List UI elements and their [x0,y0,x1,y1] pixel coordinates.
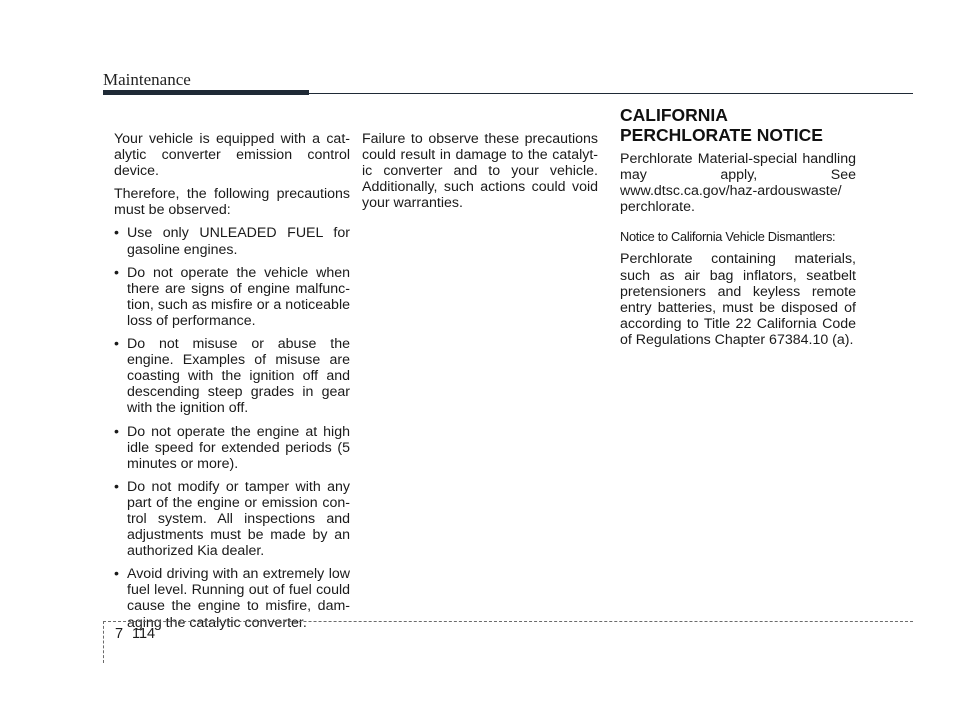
notice-heading [620,105,856,145]
list-item-text: Do not operate the vehicle when there are signs of engine malfunc-tion, such as misfire or a noticeable loss of performance. [127,264,350,329]
bullet-icon: • [114,566,119,583]
list-item-text: Avoid driving with an extremely low fuel level. Running out of fuel could cause the engine to misfire, dam-aging the catalytic converter. [127,566,350,631]
bullet-icon: • [114,225,119,242]
intro-paragraph: Your vehicle is equipped with a cat-alytic converter emission control device. [114,131,350,180]
footer-divider [103,621,913,622]
list-item-text: Do not misuse or abuse the engine. Examples of misuse are coasting with the ignition off and descending steep grades in gear with the ignition off. [127,336,350,417]
bullet-icon: • [114,264,119,281]
page-number: 114 [132,626,156,642]
list-item [114,265,350,329]
right-column [620,105,856,355]
bullet-icon: • [114,336,119,353]
header-rule-thin [309,93,913,94]
middle-column [362,131,598,218]
left-column [114,131,350,638]
list-item [114,225,350,257]
list-item-text: Do not operate the engine at high idle speed for extended periods (5 minutes or more). [127,423,350,472]
dismantlers-label: Notice to California Vehicle Dismantlers: [620,229,836,245]
section-title: Maintenance [103,70,191,89]
precautions-lead: Therefore, the following precautions must be observed: [114,186,350,219]
list-item [114,479,350,559]
notice-heading-line1: CALIFORNIA [620,105,728,125]
dismantlers-paragraph: Perchlorate containing materials, such as air bag inflators, seatbelt pretensioners and keyless remote entry batteries, must be disposed of according to Title 22 California Code of Regulations Chapter 67384.10 (a). [620,251,856,348]
bullet-icon: • [114,423,119,440]
bullet-icon: • [114,478,119,495]
list-item-text: Do not modify or tamper with any part of the engine or emission con-trol system. All inspections and adjustments must be made by an authorized Kia dealer. [127,478,350,560]
warranty-warning: Failure to observe these precautions could result in damage to the catalyt-ic converter and to your vehicle. Additionally, such actions could void your warranties. [362,131,598,212]
footer-vertical-divider [103,621,104,663]
list-item [114,336,350,416]
precautions-list [114,225,350,630]
perchlorate-paragraph: Perchlorate Material-special handling may apply, See www.dtsc.ca.gov/haz-ardouswaste/ perchlorate. [620,151,856,216]
header-rule-thick [103,90,309,95]
notice-heading-line2: PERCHLORATE NOTICE [620,125,823,145]
chapter-number: 7 [115,626,124,642]
list-item [114,424,350,472]
list-item-text: Use only UNLEADED FUEL for gasoline engines. [127,225,350,258]
